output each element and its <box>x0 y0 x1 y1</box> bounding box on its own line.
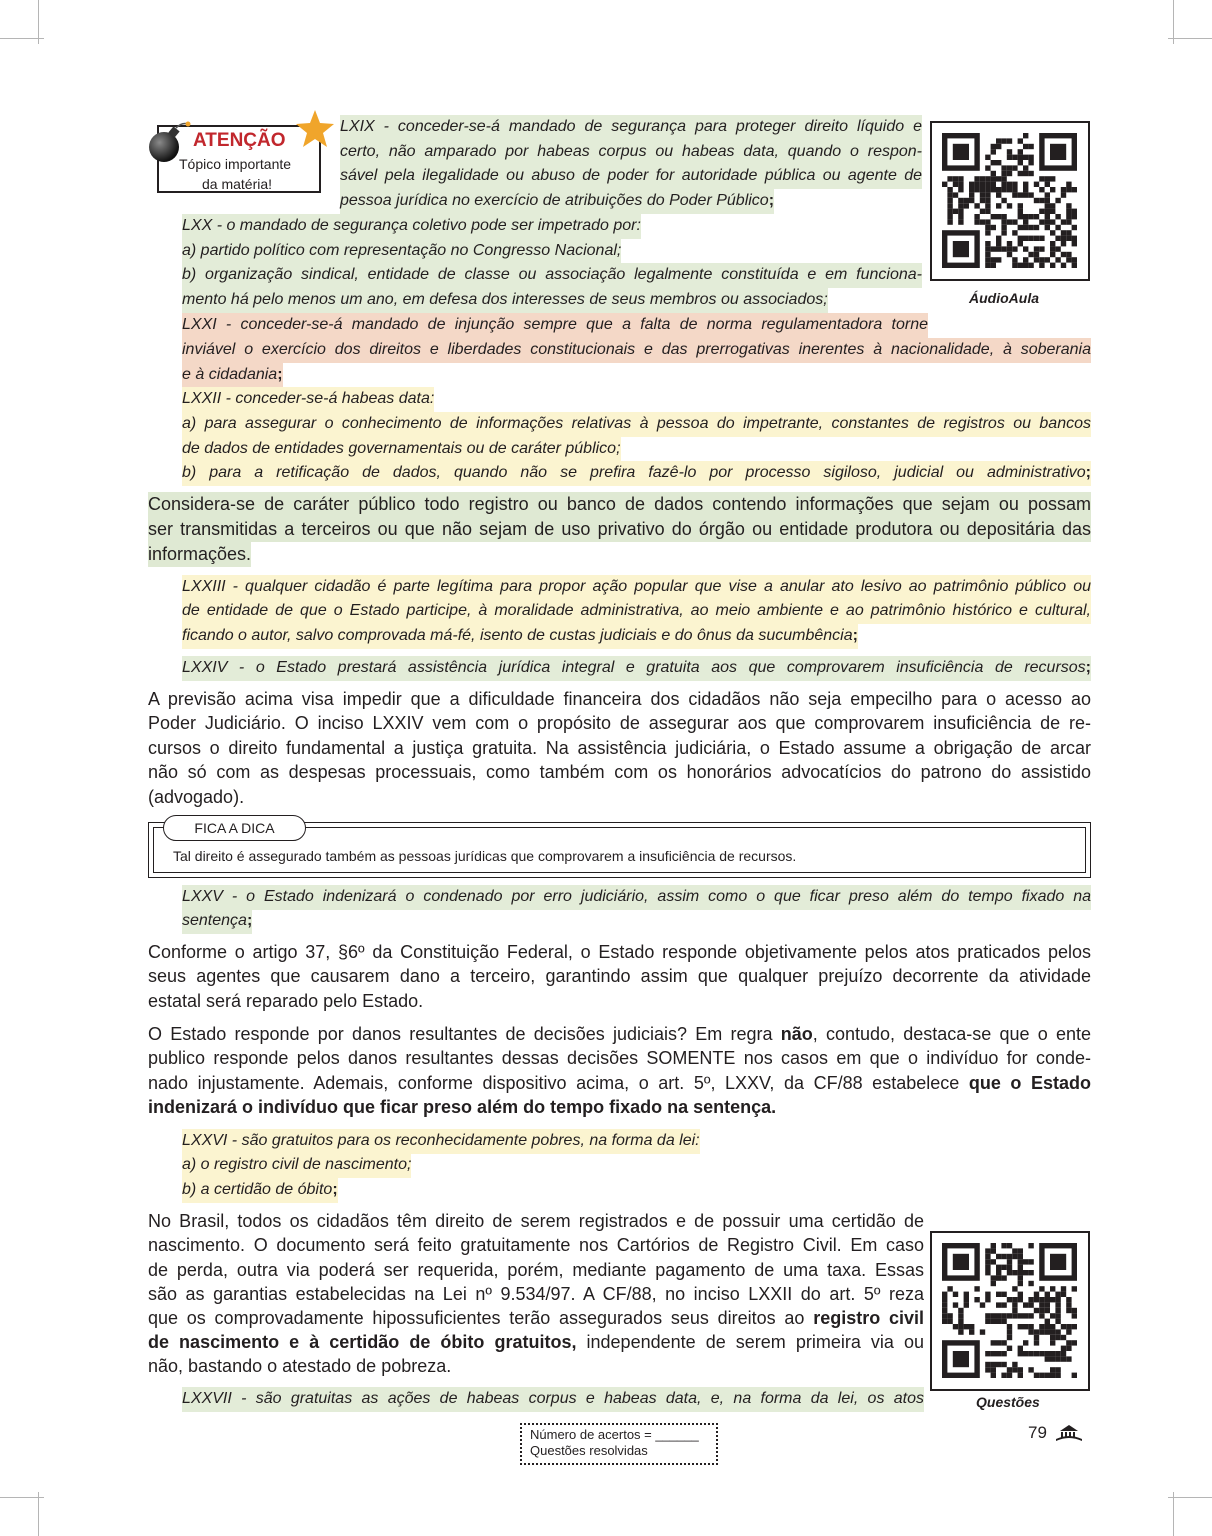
fica-a-dica-label: FICA A DICA <box>163 815 306 841</box>
paragraph-line: não, bastando o atestado de pobreza. <box>148 1356 452 1376</box>
audioaula-qr-code[interactable] <box>930 121 1090 281</box>
paragraph-line: A previsão acima visa impedir que a dificuldade financeira dos cidadãos não seja empecilho para o acesso ao <box>148 689 1091 709</box>
paragraph-line: estatal será reparado pelo Estado. <box>148 991 424 1011</box>
crop-mark <box>1168 1497 1212 1498</box>
law-line: LXXV - o Estado indenizará o condenado por erro judiciário, assim como o que ficar preso além do tempo fixado na <box>182 885 1091 910</box>
paragraph-line: (advogado). <box>148 787 245 807</box>
atencao-line: da matéria! <box>202 176 273 192</box>
law-line: LXXIII - qualquer cidadão é parte legítima para propor ação popular que vise a anular ato lesivo ao patrimônio público ou <box>182 575 1091 600</box>
fica-a-dica-text: Tal direito é assegurado também as pessoas jurídicas que comprovarem a insuficiência de recursos. <box>173 848 797 864</box>
paragraph-line: são as garantias estabelecidas na Lei nº 9.534/97. A CF/88, no inciso LXXII do art. 5º reza <box>148 1284 924 1304</box>
paragraph-line: indenizará o indivíduo que ficar preso além do tempo fixado na sentença. <box>148 1097 777 1117</box>
paragraph-line: nascimento. O documento será feito gratuitamente nos Cartórios de Registro Civil. Em caso <box>148 1235 924 1255</box>
law-line: LXXI - conceder-se-á mandado de injunção sempre que a falta de norma regulamentadora torne <box>182 313 928 338</box>
law-line: certo, não amparado por habeas corpus ou habeas data, quando o respon- <box>340 140 922 165</box>
paragraph-line: de nascimento e à certidão de óbito gratuitos, independente de serem primeira via ou <box>148 1332 924 1352</box>
crop-mark <box>1168 38 1212 39</box>
star-icon <box>294 108 336 150</box>
paragraph-line: Considera-se de caráter público todo registro ou banco de dados contendo informações que sejam ou possam <box>148 492 1091 517</box>
atencao-line: Tópico importante <box>179 156 292 172</box>
answer-counter-box <box>520 1423 718 1465</box>
law-line: LXXVII - são gratuitas as ações de habeas corpus e habeas data, e, na forma da lei, os atos <box>182 1387 924 1412</box>
crop-mark <box>0 38 44 39</box>
law-line: sável pela ilegalidade ou abuso de poder for autoridade pública ou agente de <box>340 164 922 189</box>
qr-caption: ÁudioAula <box>969 290 1039 306</box>
law-line: LXXIV - o Estado prestará assistência jurídica integral e gratuita aos que comprovarem insuficiência de recursos; <box>182 656 1091 681</box>
paragraph-line: nado injustamente. Ademais, conforme dispositivo acima, o art. 5º, LXXV, da CF/88 estabelece que o Estado <box>148 1073 1091 1093</box>
paragraph-line: Conforme o artigo 37, §6º da Constituição Federal, o Estado responde objetivamente pelos atos praticados pelos <box>148 942 1091 962</box>
qr-caption: Questões <box>976 1394 1040 1410</box>
law-line: ficando o autor, salvo comprovada má-fé, isento de custas judiciais e do ônus da sucumbência; <box>182 624 858 649</box>
paragraph-line: No Brasil, todos os cidadãos têm direito de serem registrados e de possuir uma certidão de <box>148 1211 924 1231</box>
law-line: e à cidadania; <box>182 363 283 388</box>
law-line: a) para assegurar o conhecimento de informações relativas à pessoa do impetrante, constantes de registros ou bancos <box>182 412 1091 437</box>
law-line: b) organização sindical, entidade de classe ou associação legalmente constituída e em funciona- <box>182 263 922 288</box>
bomb-icon <box>146 118 192 164</box>
law-line: pessoa jurídica no exercício de atribuições do Poder Público; <box>340 189 774 214</box>
atencao-title: ATENÇÃO <box>193 130 286 151</box>
paragraph-line: O Estado responde por danos resultantes de decisões judiciais? Em regra não, contudo, destaca-se que o ente <box>148 1024 1091 1044</box>
paragraph-line: que os comprovadamente hipossuficientes terão assegurados seus direitos ao registro civil <box>148 1308 925 1328</box>
paragraph-line: de perda, outra via poderá ser requerida, porém, mediante pagamento de uma taxa. Essas <box>148 1260 924 1280</box>
crop-mark <box>38 1492 39 1536</box>
page-number: 79 <box>1028 1423 1047 1442</box>
paragraph-line: ser transmitidas a terceiros ou que não sejam de uso privativo do órgão ou entidade produtora ou depositária das <box>148 517 1091 542</box>
law-line: LXX - o mandado de segurança coletivo pode ser impetrado por: <box>182 214 641 239</box>
paragraph-line: publico responde pelos danos resultantes dessas decisões SOMENTE nos casos em que o indivíduo for conde- <box>148 1048 1091 1068</box>
counter-line: Questões resolvidas <box>530 1443 648 1458</box>
paragraph-line: informações. <box>148 542 251 567</box>
paragraph-line: não só com as despesas processuais, como também com os honorários advocatícios do patrono do assistido <box>148 762 1091 782</box>
law-line: b) para a retificação de dados, quando não se prefira fazê-lo por processo sigiloso, judicial ou administrativo; <box>182 461 1091 486</box>
law-line: de dados de entidades governamentais ou de caráter público; <box>182 437 621 462</box>
law-line: b) a certidão de óbito; <box>182 1178 338 1203</box>
crop-mark <box>0 1497 44 1498</box>
law-line: a) o registro civil de nascimento; <box>182 1153 411 1178</box>
counter-line: Número de acertos = ______ <box>530 1427 699 1442</box>
paragraph-line: cursos o direito fundamental a justiça gratuita. Na assistência judiciária, o Estado assume a obrigação de arcar <box>148 738 1091 758</box>
paragraph-line: seus agentes que causarem dano a terceiro, garantindo assim que qualquer prejuízo decorrente da atividade <box>148 966 1091 986</box>
qr-code-icon <box>932 123 1088 279</box>
law-line: LXXII - conceder-se-á habeas data: <box>182 387 434 412</box>
law-line: a) partido político com representação no Congresso Nacional; <box>182 239 621 264</box>
questoes-qr-code[interactable] <box>930 1231 1090 1391</box>
law-line: sentença; <box>182 909 252 934</box>
law-line: mento há pelo menos um ano, em defesa dos interesses de seus membros ou associados; <box>182 288 828 313</box>
law-line: LXXVI - são gratuitos para os reconhecidamente pobres, na forma da lei: <box>182 1129 700 1154</box>
crop-mark <box>1173 1492 1174 1536</box>
law-line: inviável o exercício dos direitos e liberdades constitucionais e das prerrogativas inerentes à nacionalidade, à soberania <box>182 338 1091 363</box>
paragraph-line: Poder Judiciário. O inciso LXXIV vem com o propósito de assegurar aos que comprovarem insuficiência de re- <box>148 713 1091 733</box>
book-icon <box>1054 1423 1084 1443</box>
law-line: LXIX - conceder-se-á mandado de segurança para proteger direito líquido e <box>340 115 922 140</box>
law-line: de entidade de que o Estado participe, à moralidade administrativa, ao meio ambiente e ao patrimônio histórico e cultural, <box>182 599 1091 624</box>
qr-code-icon <box>932 1233 1088 1389</box>
